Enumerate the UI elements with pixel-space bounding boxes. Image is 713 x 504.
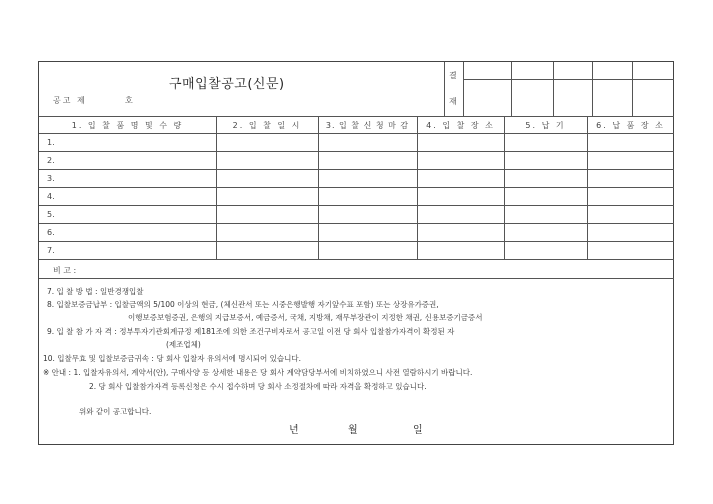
table-row-number: 1. (47, 138, 55, 147)
table-row-number: 7. (47, 246, 55, 255)
notice-number-suffix: 호 (125, 96, 133, 105)
approval-divider (444, 62, 445, 116)
approval-row-line (463, 79, 674, 80)
column-header-delivery-date: 5. 납 기 (525, 121, 566, 130)
row-line (39, 241, 674, 242)
row-line (39, 169, 674, 170)
approval-label-top: 결 (449, 71, 457, 80)
note-qualification-continued: (제조업체) (166, 340, 201, 349)
remarks-line (39, 278, 674, 279)
notice-number-label: 공고 제 (53, 96, 87, 105)
table-top-line (39, 116, 674, 117)
approval-divider (463, 62, 464, 116)
table-row-number: 5. (47, 210, 55, 219)
approval-label-bottom: 재 (449, 97, 457, 106)
date-month: 월 (348, 425, 358, 436)
guide-item-1: ※ 안내 : 1. 입찰자유의서, 계약서(안), 구매사양 등 상세한 내용은 당 회사 계약담당부서에 비치하였으니 사전 열람하시기 바랍니다. (43, 368, 473, 377)
approval-cell-line (592, 62, 593, 116)
closing-statement: 위와 같이 공고합니다. (79, 407, 152, 416)
notice-form (38, 61, 674, 445)
note-invalid-bid: 10. 입찰무효 및 입찰보증금귀속 : 당 회사 입찰자 유의서에 명시되어 있습니다. (43, 354, 302, 363)
column-header-deadline: 3. 입 찰 신 청 마 감 (325, 121, 410, 130)
date-year: 년 (289, 425, 299, 436)
note-qualification: 9. 입 찰 참 가 자 격 : 정부투자기관회계규정 제181조에 의한 조건구비자로서 공고일 이전 당 회사 입찰참가자격이 확정된 자 (47, 327, 455, 336)
column-line (318, 116, 319, 259)
approval-cell-line (553, 62, 554, 116)
row-line (39, 259, 674, 260)
column-header-bid-place: 4. 입 찰 장 소 (426, 121, 495, 130)
remarks-label: 비 고 : (53, 266, 77, 275)
approval-cell-line (511, 62, 512, 116)
note-deposit: 8. 입찰보증금납부 : 입찰금액의 5/100 이상의 현금, (체신관서 또는 시중은행발행 자기앞수표 포함) 또는 상장유가증권, (47, 300, 439, 309)
date-day: 일 (413, 425, 423, 436)
form-title: 구매입찰공고(신문) (169, 77, 285, 92)
table-row-number: 2. (47, 156, 55, 165)
table-row-number: 3. (47, 174, 55, 183)
column-header-delivery-place: 6. 납 품 장 소 (596, 121, 665, 130)
row-line (39, 151, 674, 152)
note-deposit-continued: 이행보증보험증권, 은행의 지급보증서, 예금증서, 국채, 지방채, 재무부장관이 지정한 채권, 신용보증기금증서 (128, 313, 483, 322)
column-line (417, 116, 418, 259)
table-row-number: 4. (47, 192, 55, 201)
guide-item-2: 2. 당 회사 입찰참가자격 등록신청은 수시 접수하며 당 회사 소정절차에 따라 자격을 확정하고 있습니다. (89, 382, 427, 391)
row-line (39, 223, 674, 224)
column-line (504, 116, 505, 259)
table-header-line (39, 133, 674, 134)
column-header-item-qty: 1. 입 찰 품 명 및 수 량 (71, 121, 184, 130)
column-line (216, 116, 217, 259)
table-row-number: 6. (47, 228, 55, 237)
row-line (39, 205, 674, 206)
note-bid-method: 7. 입 찰 방 법 : 일반경쟁입찰 (47, 287, 144, 296)
row-line (39, 187, 674, 188)
column-line (587, 116, 588, 259)
approval-cell-line (632, 62, 633, 116)
column-header-bid-date: 2. 입 찰 일 시 (232, 121, 302, 130)
